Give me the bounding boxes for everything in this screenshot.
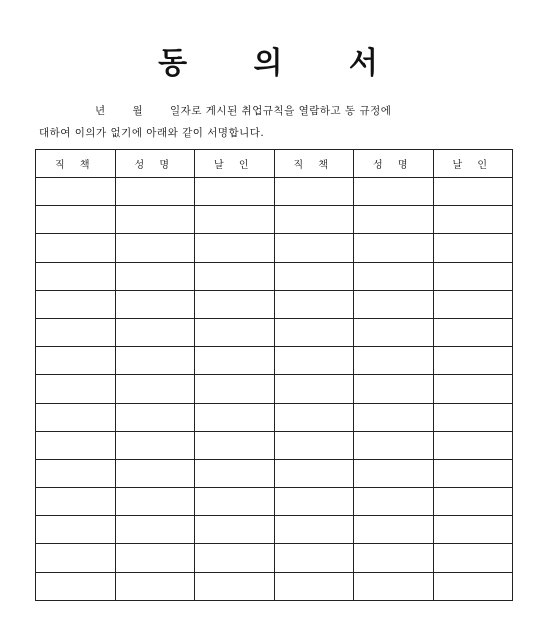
name-cell[interactable] [115,459,195,487]
seal-cell[interactable] [195,544,275,572]
name-cell[interactable] [354,234,434,262]
seal-cell[interactable] [433,459,513,487]
intro-line-1: 년 월 일자로 게시된 취업규칙을 열람하고 동 규정에 [95,105,392,117]
signature-table [35,149,513,601]
seal-cell[interactable] [433,178,513,206]
name-cell[interactable] [115,347,195,375]
position-cell[interactable] [274,318,354,346]
position-cell[interactable] [36,459,116,487]
name-cell[interactable] [115,262,195,290]
name-cell[interactable] [115,206,195,234]
position-cell[interactable] [274,347,354,375]
position-cell[interactable] [274,488,354,516]
header-seal: 날 인 [195,150,275,178]
position-cell[interactable] [36,206,116,234]
seal-cell[interactable] [433,262,513,290]
name-cell[interactable] [354,459,434,487]
table-row [36,375,513,403]
table-row [36,234,513,262]
position-cell[interactable] [274,459,354,487]
position-cell[interactable] [274,572,354,600]
position-cell[interactable] [36,375,116,403]
position-cell[interactable] [36,234,116,262]
position-cell[interactable] [36,347,116,375]
header-seal: 날 인 [433,150,513,178]
name-cell[interactable] [354,375,434,403]
position-cell[interactable] [36,488,116,516]
position-cell[interactable] [274,290,354,318]
seal-cell[interactable] [195,488,275,516]
seal-cell[interactable] [433,206,513,234]
position-cell[interactable] [36,178,116,206]
position-cell[interactable] [36,290,116,318]
position-cell[interactable] [274,403,354,431]
position-cell[interactable] [36,516,116,544]
position-cell[interactable] [274,375,354,403]
table-row [36,544,513,572]
signature-rows [36,178,513,601]
name-cell[interactable] [354,347,434,375]
name-cell[interactable] [115,572,195,600]
table-row [36,572,513,600]
name-cell[interactable] [354,318,434,346]
table-row [36,347,513,375]
name-cell[interactable] [115,375,195,403]
seal-cell[interactable] [195,459,275,487]
seal-cell[interactable] [433,431,513,459]
seal-cell[interactable] [433,290,513,318]
intro-paragraph [39,100,509,144]
header-name: 성 명 [115,150,195,178]
table-row [36,516,513,544]
table-row [36,459,513,487]
position-cell[interactable] [36,403,116,431]
name-cell[interactable] [115,403,195,431]
header-position: 직 책 [36,150,116,178]
seal-cell[interactable] [433,375,513,403]
position-cell[interactable] [274,262,354,290]
name-cell[interactable] [354,488,434,516]
position-cell[interactable] [274,431,354,459]
name-cell[interactable] [354,290,434,318]
seal-cell[interactable] [433,347,513,375]
name-cell[interactable] [354,516,434,544]
position-cell[interactable] [36,572,116,600]
seal-cell[interactable] [433,516,513,544]
seal-cell[interactable] [433,572,513,600]
document-title: 동 의 서 [158,46,406,81]
header-position: 직 책 [274,150,354,178]
seal-cell[interactable] [195,516,275,544]
table-row [36,403,513,431]
name-cell[interactable] [115,516,195,544]
seal-cell[interactable] [195,347,275,375]
seal-cell[interactable] [195,262,275,290]
name-cell[interactable] [115,290,195,318]
name-cell[interactable] [354,572,434,600]
intro-line-2: 대하여 이의가 없기에 아래와 같이 서명합니다. [39,127,265,139]
seal-cell[interactable] [195,375,275,403]
header-row [36,150,513,178]
name-cell[interactable] [354,206,434,234]
name-cell[interactable] [115,234,195,262]
table-row [36,178,513,206]
table-row [36,318,513,346]
name-cell[interactable] [354,431,434,459]
seal-cell[interactable] [433,234,513,262]
name-cell[interactable] [115,431,195,459]
name-cell[interactable] [115,544,195,572]
position-cell[interactable] [36,544,116,572]
name-cell[interactable] [115,318,195,346]
name-cell[interactable] [354,178,434,206]
position-cell[interactable] [274,178,354,206]
seal-cell[interactable] [433,318,513,346]
position-cell[interactable] [274,544,354,572]
position-cell[interactable] [36,318,116,346]
seal-cell[interactable] [195,178,275,206]
seal-cell[interactable] [195,290,275,318]
seal-cell[interactable] [195,318,275,346]
seal-cell[interactable] [195,572,275,600]
name-cell[interactable] [115,488,195,516]
seal-cell[interactable] [195,431,275,459]
seal-cell[interactable] [195,234,275,262]
seal-cell[interactable] [433,403,513,431]
position-cell[interactable] [36,431,116,459]
seal-cell[interactable] [433,544,513,572]
table-row [36,488,513,516]
name-cell[interactable] [354,403,434,431]
seal-cell[interactable] [195,403,275,431]
table-row [36,431,513,459]
name-cell[interactable] [354,262,434,290]
table-row [36,290,513,318]
position-cell[interactable] [274,516,354,544]
header-name: 성 명 [354,150,434,178]
seal-cell[interactable] [195,206,275,234]
name-cell[interactable] [115,178,195,206]
position-cell[interactable] [274,234,354,262]
name-cell[interactable] [354,544,434,572]
position-cell[interactable] [274,206,354,234]
seal-cell[interactable] [433,488,513,516]
table-row [36,262,513,290]
table-row [36,206,513,234]
position-cell[interactable] [36,262,116,290]
